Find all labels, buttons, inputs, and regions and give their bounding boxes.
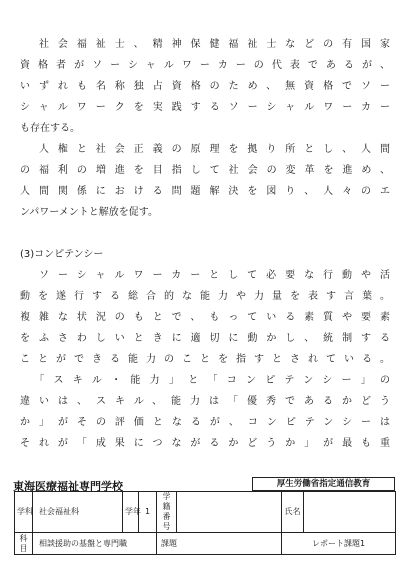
- subject-label: 科目: [15, 533, 33, 555]
- text-line: の福利の増進を目指して社会の変革を進め、: [20, 165, 390, 176]
- section-heading: (3)コンピテンシー: [20, 249, 104, 260]
- dept-value: 社会福祉科: [33, 492, 123, 533]
- student-id-value: [177, 492, 282, 533]
- subject-value: 相談援助の基盤と専門職: [33, 533, 157, 555]
- certification-badge: 厚生労働省指定通信教育: [252, 477, 395, 491]
- text-line: 資格者がソーシャルワーカーの代表であるが、: [20, 60, 390, 71]
- text-line: ンパワーメントと解放を促す。: [20, 207, 158, 218]
- name-label: 氏名: [282, 492, 304, 533]
- name-value: [304, 492, 396, 533]
- text-line: 動を遂行する総合的な能力や力量を表す言葉。: [20, 291, 390, 302]
- text-line: ソーシャルワーカーとして必要な行動や活: [20, 270, 390, 281]
- text-line: 人権と社会正義の原理を拠り所とし、人間: [20, 144, 390, 155]
- student-info-table: [14, 491, 396, 555]
- text-line: 「スキル・能力」と「コンピテンシー」の: [20, 375, 390, 386]
- text-line: 複雑な状況のもとで、もっている素質や要素: [20, 312, 390, 323]
- text-line: ことができる能力のことを指すとされている。: [20, 354, 390, 365]
- year-label: 学年: [123, 492, 139, 533]
- dept-label: 学科: [15, 492, 33, 533]
- text-line: 違いは、スキル、能力は「優秀であるかどう: [20, 396, 390, 407]
- student-id-label: 学籍番号: [157, 492, 177, 533]
- text-line: それが「成果につながるかどうか」が最も重: [20, 438, 390, 449]
- text-line: をふさわしいときに適切に動かし、統制する: [20, 333, 390, 344]
- task-label: 課題: [157, 533, 282, 555]
- text-line: か」がその評価となるが、コンピテンシーは: [20, 417, 390, 428]
- text-line: いずれも名称独占資格のため、無資格でソー: [20, 81, 390, 92]
- task-value: レポート課題1: [282, 533, 396, 555]
- text-line: シャルワークを実践するソーシャルワーカー: [20, 102, 390, 113]
- text-line: 人間関係における問題解決を図り、人々のエ: [20, 186, 390, 197]
- school-name: 東海医療福祉専門学校: [13, 480, 123, 493]
- text-line: 社会福祉士、精神保健福祉士などの有国家: [20, 39, 390, 50]
- year-value: 1: [139, 492, 157, 533]
- text-line: も存在する。: [20, 123, 80, 134]
